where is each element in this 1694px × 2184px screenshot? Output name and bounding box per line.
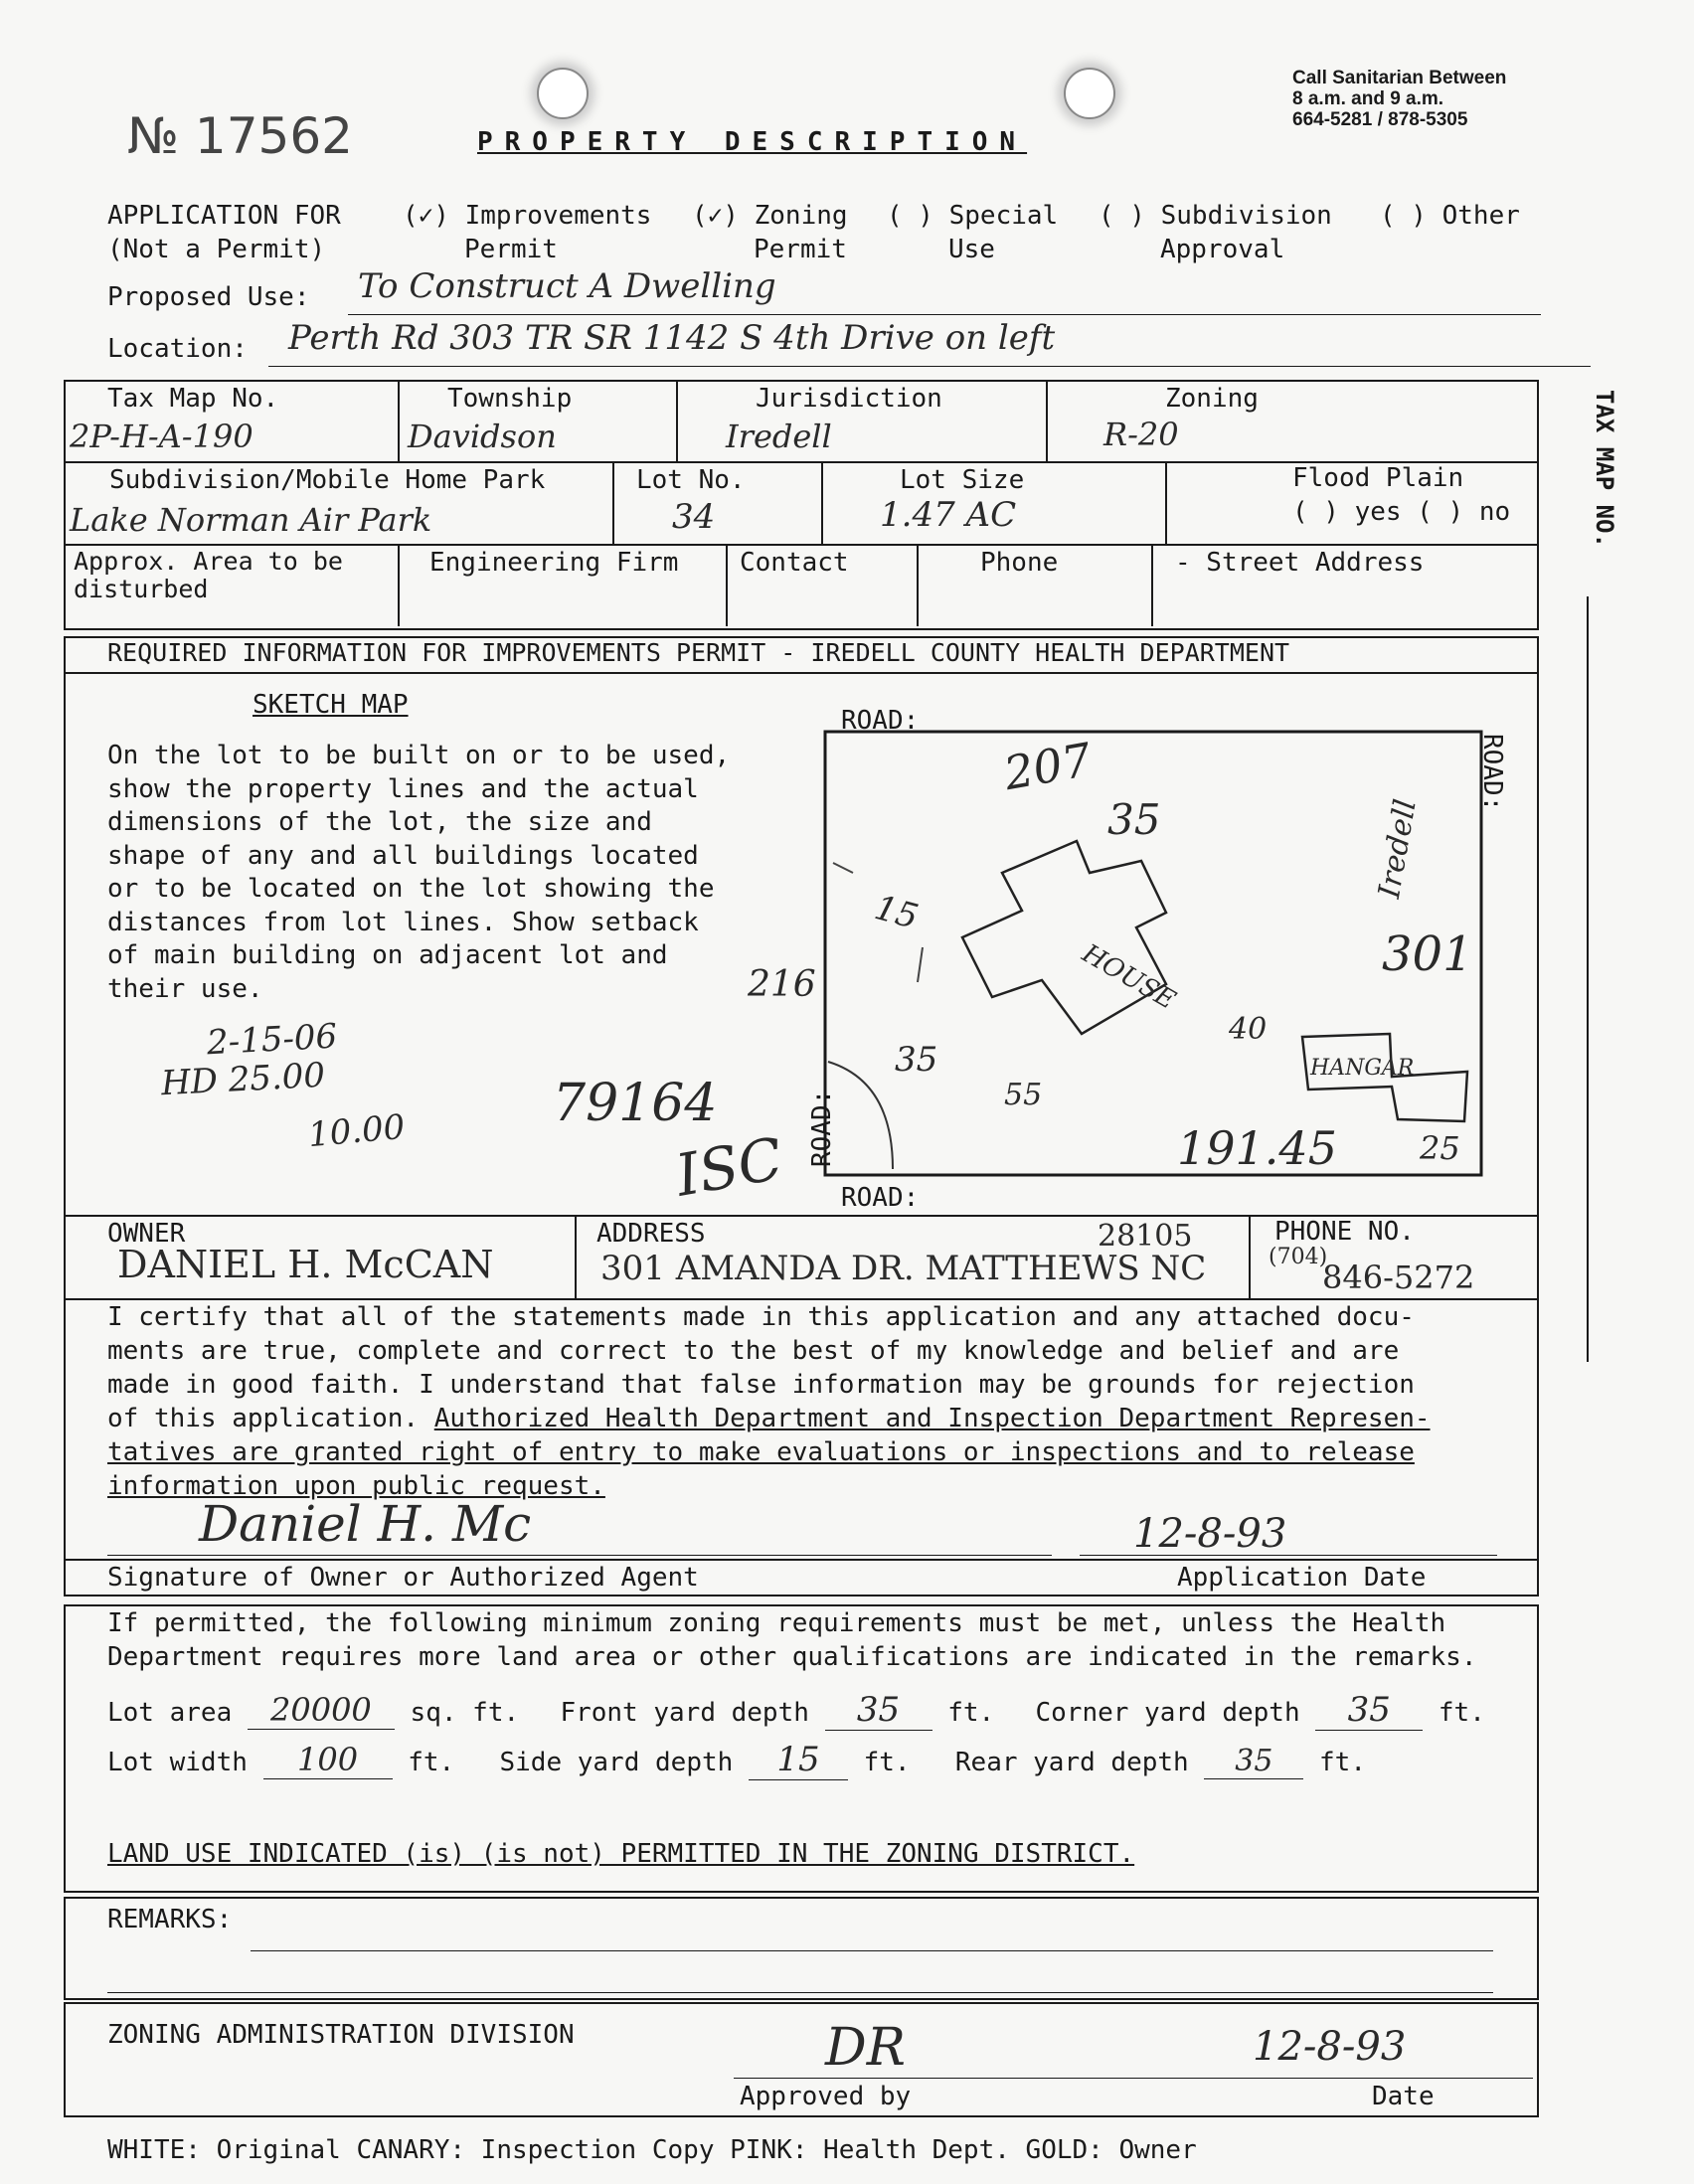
area-label-line2: disturbed [74, 575, 209, 603]
application-label [107, 199, 341, 266]
application-label-line1: APPLICATION FOR [107, 201, 341, 231]
instruction-line: On the lot to be built on or to be used, [107, 741, 731, 770]
option-label: Improvements [464, 201, 652, 231]
instruction-line: of main building on adjacent lot and [107, 940, 668, 970]
sketch-left-side: 15 [870, 888, 923, 937]
zoning-intro [107, 1606, 1477, 1674]
side-yard-value[interactable]: 15 [749, 1740, 848, 1780]
sketch-bottom-setback-1: 35 [895, 1040, 938, 1080]
option-mark: ( ) [1099, 201, 1145, 231]
lot-width-value[interactable]: 100 [263, 1741, 393, 1779]
tax-map-label: Tax Map No. [107, 384, 279, 414]
owner-label: OWNER [107, 1219, 186, 1249]
area-label-line1: Approx. Area to be [74, 547, 343, 576]
address-zip: 28105 [1098, 1219, 1193, 1254]
rear-yard-unit: ft. [1319, 1748, 1366, 1777]
option-mark: (✓) [403, 201, 449, 231]
application-date-label: Application Date [1177, 1563, 1427, 1593]
sketch-hangar-label: HANGAR [1310, 1056, 1415, 1081]
option-zoning[interactable] [692, 199, 848, 266]
road-label-right: ROAD: [1477, 734, 1507, 812]
cert-line: made in good faith. I understand that false information may be grounds for rejection [107, 1370, 1415, 1400]
area-disturbed-label [74, 548, 343, 603]
cert-underlined-line: tatives are granted right of entry to make evaluations or inspections and to release [107, 1437, 1415, 1467]
address-value[interactable]: 301 AMANDA DR. MATTHEWS NC [600, 1249, 1207, 1288]
instruction-line: dimensions of the lot, the size and [107, 807, 652, 837]
instruction-line: or to be located on the lot showing the [107, 874, 715, 904]
zoning-intro-line: Department requires more land area or other qualifications are indicated in the remarks. [107, 1642, 1477, 1672]
option-label-2: Use [948, 235, 995, 264]
corner-yard-unit: ft. [1438, 1698, 1485, 1728]
sketch-bottom-setback-2: 55 [1004, 1078, 1043, 1112]
cert-underlined-line: information upon public request. [107, 1471, 605, 1501]
lot-area-row [107, 1690, 1485, 1731]
option-label: Zoning [754, 201, 848, 231]
approved-by-value[interactable]: DR [825, 2018, 906, 2078]
engineering-firm-label: Engineering Firm [429, 548, 679, 578]
zoning-admin-label: ZONING ADMINISTRATION DIVISION [107, 2020, 575, 2050]
option-label: Other [1441, 201, 1520, 231]
option-subdivision[interactable] [1099, 199, 1332, 266]
sanitarian-note [1292, 68, 1506, 130]
land-use-statement: LAND USE INDICATED (is) (is not) PERMITTED IN THE ZONING DISTRICT. [107, 1839, 1135, 1869]
instruction-line: show the property lines and the actual [107, 773, 699, 804]
option-label-2: Permit [754, 235, 847, 264]
sketch-top-setback: 35 [1107, 795, 1161, 844]
jurisdiction-label: Jurisdiction [756, 384, 942, 414]
option-label-2: Approval [1160, 235, 1285, 264]
sketch-right-note: Iredell [1372, 796, 1424, 902]
note-amount: 10.00 [306, 1106, 407, 1156]
remarks-section [64, 1897, 1539, 2000]
copy-distribution-footer: WHITE: Original CANARY: Inspection Copy PINK: Health Dept. GOLD: Owner [107, 2135, 1197, 2165]
sketch-map-title: SKETCH MAP [253, 690, 409, 720]
corner-yard-label: Corner yard depth [1035, 1698, 1300, 1728]
lot-area-value[interactable]: 20000 [248, 1691, 395, 1730]
lot-no-label: Lot No. [636, 465, 746, 495]
township-value[interactable]: Davidson [408, 418, 557, 455]
option-special-use[interactable] [887, 199, 1058, 266]
option-label: Special [948, 201, 1059, 231]
front-yard-value[interactable]: 35 [825, 1690, 932, 1731]
front-yard-unit: ft. [947, 1698, 995, 1728]
owner-value[interactable]: DANIEL H. McCAN [117, 1243, 494, 1286]
certification-text [107, 1300, 1431, 1503]
application-date-value[interactable]: 12-8-93 [1133, 1511, 1287, 1557]
front-yard-label: Front yard depth [560, 1698, 809, 1728]
instruction-line: distances from lot lines. Show setback [107, 907, 699, 937]
page-title: PROPERTY DESCRIPTION [477, 127, 1028, 157]
lot-area-label: Lot area [107, 1698, 233, 1728]
side-yard-label: Side yard depth [499, 1748, 734, 1777]
location-value[interactable]: Perth Rd 303 TR SR 1142 S 4th Drive on left [288, 318, 1056, 358]
owner-signature[interactable]: Daniel H. Mc [199, 1495, 532, 1553]
admin-date-value[interactable]: 12-8-93 [1253, 2024, 1407, 2070]
cert-underlined: Authorized Health Department and Inspection Department Represen- [433, 1404, 1431, 1433]
note-date: 2-15-06 [206, 1016, 339, 1064]
tax-map-value[interactable]: 2P-H-A-190 [70, 418, 254, 455]
sketch-top-dim: 207 [999, 732, 1096, 801]
phone-value[interactable]: 846-5272 [1322, 1259, 1475, 1296]
proposed-use-label: Proposed Use: [107, 282, 310, 312]
tax-map-vertical-label: TAX MAP NO. [1591, 390, 1618, 548]
instruction-line: their use. [107, 973, 263, 1004]
corner-yard-value[interactable]: 35 [1315, 1690, 1423, 1731]
lot-width-label: Lot width [107, 1748, 248, 1777]
note-number: 79164 [553, 1074, 718, 1133]
lot-size-label: Lot Size [900, 465, 1025, 495]
required-info-title: REQUIRED INFORMATION FOR IMPROVEMENTS PERMIT - IREDELL COUNTY HEALTH DEPARTMENT [107, 638, 1290, 667]
option-label: Subdivision [1160, 201, 1332, 231]
lot-no-value[interactable]: 34 [672, 497, 716, 537]
form-number: № 17562 [127, 107, 353, 165]
street-address-label: - Street Address [1175, 548, 1425, 578]
option-label-2: Permit [464, 235, 558, 264]
note-isc: ISC [670, 1124, 788, 1210]
zoning-value[interactable]: R-20 [1103, 416, 1179, 453]
cert-line: I certify that all of the statements made in this application and any attached docu- [107, 1302, 1415, 1332]
house-outline [962, 841, 1166, 1034]
option-mark: (✓) [692, 201, 739, 231]
sketch-instructions [107, 740, 730, 1006]
lot-size-value[interactable]: 1.47 AC [880, 495, 1017, 535]
subdivision-value[interactable]: Lake Norman Air Park [70, 501, 432, 539]
option-mark: ( ) [887, 201, 933, 231]
road-label-bottom: ROAD: [841, 1183, 920, 1213]
township-label: Township [447, 384, 573, 414]
sanitarian-line-1: Call Sanitarian Between [1292, 68, 1507, 88]
sketch-right-dim: 301 [1382, 926, 1473, 982]
admin-date-label: Date [1372, 2082, 1435, 2111]
application-label-line2: (Not a Permit) [107, 235, 326, 264]
remarks-label: REMARKS: [107, 1905, 233, 1934]
rear-yard-value[interactable]: 35 [1204, 1744, 1303, 1779]
lot-area-unit: sq. ft. [410, 1698, 520, 1728]
phone-no-label: PHONE NO. [1274, 1217, 1415, 1247]
lot-width-row [107, 1740, 1366, 1780]
rear-yard-label: Rear yard depth [954, 1748, 1189, 1777]
approved-by-label: Approved by [740, 2082, 912, 2111]
note-hd: HD 25.00 [160, 1055, 326, 1104]
sketch-bottom-dim: 191.45 [1177, 1121, 1337, 1175]
punch-hole-left [537, 68, 589, 119]
sketch-bottom-right: 25 [1420, 1129, 1460, 1167]
sketch-hangar-gap: 40 [1229, 1012, 1268, 1047]
phone-area: (704) [1269, 1245, 1328, 1269]
jurisdiction-value[interactable]: Iredell [726, 418, 832, 455]
proposed-use-value[interactable]: To Construct A Dwelling [358, 266, 776, 306]
contact-label: Contact [740, 548, 849, 578]
zoning-intro-line: If permitted, the following minimum zoning requirements must be met, unless the Health [107, 1608, 1446, 1638]
flood-plain-options[interactable]: ( ) yes ( ) no [1292, 497, 1511, 527]
option-improvements[interactable] [403, 199, 651, 266]
cert-line: of this application. [107, 1404, 420, 1433]
instruction-line: shape of any and all buildings located [107, 840, 699, 871]
phone-label: Phone [980, 548, 1059, 578]
punch-hole-right [1064, 68, 1115, 119]
option-other[interactable] [1380, 199, 1520, 233]
lot-width-unit: ft. [408, 1748, 455, 1777]
cert-line: ments are true, complete and correct to the best of my knowledge and belief and are [107, 1336, 1400, 1366]
sketch-house-label: HOUSE [1077, 938, 1181, 1016]
flood-plain-label: Flood Plain [1292, 463, 1464, 493]
sketch-left-dim: 216 [748, 964, 816, 1005]
option-mark: ( ) [1380, 201, 1427, 231]
address-label: ADDRESS [596, 1219, 706, 1249]
side-yard-unit: ft. [863, 1748, 911, 1777]
sanitarian-line-2: 8 a.m. and 9 a.m. [1292, 88, 1444, 109]
subdivision-label: Subdivision/Mobile Home Park [109, 465, 546, 495]
location-label: Location: [107, 334, 248, 364]
zoning-label: Zoning [1165, 384, 1259, 414]
road-label-top: ROAD: [841, 706, 920, 736]
road-label-left: ROAD: [807, 1089, 837, 1167]
signature-label: Signature of Owner or Authorized Agent [107, 1563, 699, 1593]
sanitarian-line-3: 664-5281 / 878-5305 [1292, 109, 1468, 130]
